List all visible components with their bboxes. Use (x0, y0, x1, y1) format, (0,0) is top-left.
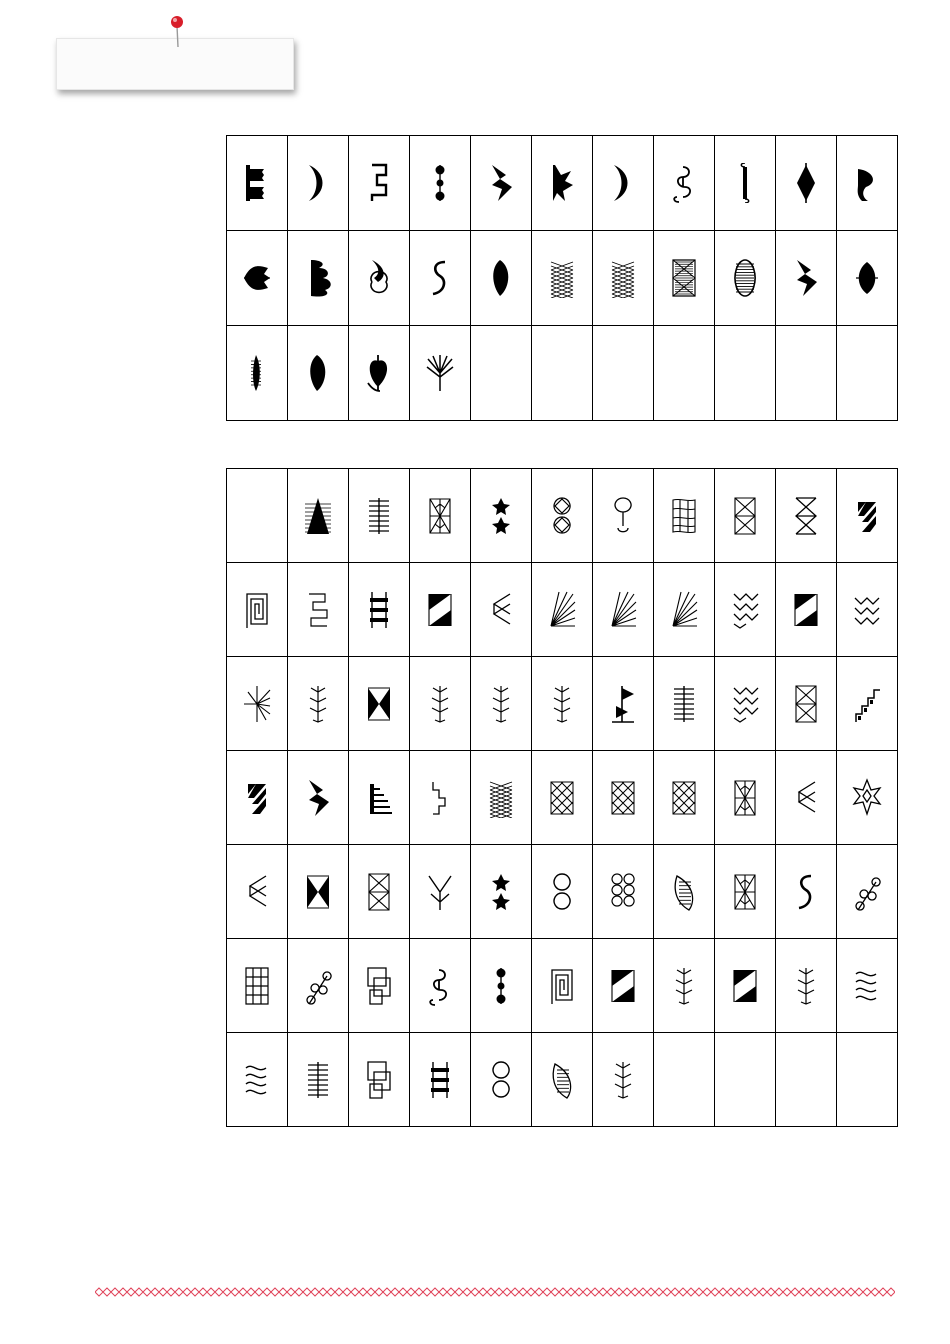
stitch-cell (410, 1033, 471, 1127)
stitch-spiral-square-icon (242, 590, 272, 630)
stitch-table-1 (226, 135, 898, 421)
stitch-cell (471, 939, 532, 1033)
stitch-cell (288, 1033, 349, 1127)
stitch-cell (532, 136, 593, 231)
stitch-snowflake-grid-icon (425, 496, 455, 536)
stitch-table-2-row (227, 657, 898, 751)
stitch-ladder-icon (669, 684, 699, 724)
stitch-arrow-branch-icon (303, 684, 333, 724)
stitch-cell (776, 657, 837, 751)
stitch-cell (349, 136, 410, 231)
stitch-cell (227, 657, 288, 751)
empty-cell (715, 1033, 776, 1127)
stitch-step-bars-icon (364, 778, 394, 818)
stitch-cell (349, 563, 410, 657)
stitch-triangle-box-icon (791, 684, 821, 724)
stitch-cell (227, 231, 288, 326)
stitch-table-2-row (227, 1033, 898, 1127)
stitch-star-pair-icon (486, 872, 516, 912)
stitch-cell (715, 136, 776, 231)
stitch-zigzag-outline-icon (730, 590, 760, 630)
stitch-cell (715, 231, 776, 326)
stitch-snowflake-grid-icon (730, 872, 760, 912)
stitch-cell (410, 469, 471, 563)
stitch-leaf-thin-icon (242, 353, 272, 393)
stitch-palm-fan-icon (425, 353, 455, 393)
stitch-cell (776, 136, 837, 231)
stitch-square-grid-icon (242, 966, 272, 1006)
stitch-lens-lines-icon (852, 258, 882, 298)
stitch-slash-chain-icon (242, 778, 272, 818)
stitch-flower-branch-icon (852, 872, 882, 912)
stitch-fan-rays-icon (547, 590, 577, 630)
stitch-lattice-icon (608, 778, 638, 818)
stitch-zigzag-outline-icon (730, 684, 760, 724)
stitch-loop-knot-icon (364, 258, 394, 298)
stitch-oval-lines-icon (730, 258, 760, 298)
stitch-cell (593, 845, 654, 939)
stitch-s-curve-icon (425, 258, 455, 298)
stitch-cell (776, 751, 837, 845)
stitch-triangle-stack-icon (425, 590, 455, 630)
stitch-wave-lines-icon (242, 1060, 272, 1100)
stitch-triangle-stack-icon (608, 966, 638, 1006)
stitch-triangle-box-icon (730, 496, 760, 536)
stitch-leaf-hatch-icon (669, 872, 699, 912)
stitch-cell (349, 751, 410, 845)
stitch-cell (837, 469, 898, 563)
stitch-cell (837, 751, 898, 845)
stitch-cell (654, 751, 715, 845)
stitch-cell (715, 657, 776, 751)
stitch-cell (654, 231, 715, 326)
stitch-cell (410, 939, 471, 1033)
stitch-diamond-hatch-icon (669, 258, 699, 298)
empty-cell (776, 1033, 837, 1127)
stitch-cell (288, 563, 349, 657)
stitch-cell (227, 939, 288, 1033)
stitch-ladder-icon (364, 496, 394, 536)
stitch-tree-fill-icon (303, 496, 333, 536)
stitch-cell (532, 1033, 593, 1127)
stitch-chevron-lines-icon (486, 778, 516, 818)
stitch-crescent-arc-icon (608, 163, 638, 203)
stitch-cell (288, 469, 349, 563)
stitch-cell (593, 231, 654, 326)
stitch-cell (227, 751, 288, 845)
stitch-x-chain-icon (791, 496, 821, 536)
stitch-cell (837, 939, 898, 1033)
stitch-cell (532, 563, 593, 657)
stitch-circle-diamond-icon (547, 496, 577, 536)
stitch-arrow-branch-icon (669, 966, 699, 1006)
stitch-cell (410, 136, 471, 231)
stitch-cell (593, 751, 654, 845)
stitch-triangle-stack-icon (730, 966, 760, 1006)
stitch-cell (349, 845, 410, 939)
empty-cell (471, 326, 532, 421)
stitch-cell (288, 845, 349, 939)
stitch-greek-key-icon (303, 590, 333, 630)
stitch-flag-block-icon (608, 684, 638, 724)
stitch-cell (715, 469, 776, 563)
stitch-leaf-fill-icon (486, 258, 516, 298)
stitch-lattice-icon (547, 778, 577, 818)
stitch-fan-rays-icon (669, 590, 699, 630)
stitch-bowtie-icon (303, 872, 333, 912)
stitch-cell (349, 469, 410, 563)
stitch-cell (593, 657, 654, 751)
stitch-leaf-hatch-icon (547, 1060, 577, 1100)
stitch-cell (288, 136, 349, 231)
stitch-arrow-branch-icon (486, 684, 516, 724)
stitch-chevron-lines-icon (608, 258, 638, 298)
stitch-cell (715, 751, 776, 845)
empty-cell (654, 1033, 715, 1127)
stitch-cell (715, 845, 776, 939)
stitch-cell (654, 469, 715, 563)
stitch-cell (776, 939, 837, 1033)
stitch-cell (471, 469, 532, 563)
stitch-circle-pair-icon (547, 872, 577, 912)
stitch-cell (837, 563, 898, 657)
stitch-arrow-branch-icon (791, 966, 821, 1006)
stitch-dot-chain-icon (486, 966, 516, 1006)
stitch-scroll-curl-icon (669, 163, 699, 203)
stitch-wave-grid-icon (669, 496, 699, 536)
stitch-cell (654, 657, 715, 751)
stitch-cell (532, 751, 593, 845)
stitch-cell (471, 1033, 532, 1127)
stitch-cell (776, 563, 837, 657)
stitch-cell (593, 469, 654, 563)
stitch-cell (227, 845, 288, 939)
stitch-stair-step-icon (852, 684, 882, 724)
stitch-chevron-outline-icon (242, 872, 272, 912)
stitch-leaf-fill-icon (303, 353, 333, 393)
stitch-wave-lines-icon (852, 966, 882, 1006)
stitch-cell (654, 939, 715, 1033)
stitch-cell (349, 231, 410, 326)
stitch-ladder-block-icon (364, 590, 394, 630)
stitch-arrow-branch-icon (425, 684, 455, 724)
stitch-cell (593, 563, 654, 657)
stitch-cell (532, 657, 593, 751)
stitch-cell (227, 469, 288, 563)
stitch-triangle-box-icon (364, 872, 394, 912)
empty-cell (776, 326, 837, 421)
stitch-table-1-row (227, 231, 898, 326)
stitch-chevron-outline-icon (791, 778, 821, 818)
stitch-cell (837, 136, 898, 231)
stitch-cell (715, 563, 776, 657)
stitch-cell (593, 136, 654, 231)
stitch-cell (532, 469, 593, 563)
stitch-y-branch-icon (425, 872, 455, 912)
stitch-table-2-row (227, 469, 898, 563)
stitch-cell (227, 1033, 288, 1127)
stitch-cell (288, 939, 349, 1033)
stitch-arrow-branch-icon (608, 1060, 638, 1100)
stitch-arrow-branch-icon (547, 684, 577, 724)
stitch-spiral-square-icon (547, 966, 577, 1006)
stitch-cell (288, 231, 349, 326)
stitch-diamond-fill-icon (791, 163, 821, 203)
stitch-cell (349, 1033, 410, 1127)
stitch-cell (349, 939, 410, 1033)
stitch-cell (288, 326, 349, 421)
stitch-cell (654, 136, 715, 231)
stitch-cell (471, 751, 532, 845)
stitch-cell (288, 751, 349, 845)
stitch-cell (227, 136, 288, 231)
stitch-step-outline-icon (425, 778, 455, 818)
stitch-cell (837, 657, 898, 751)
footer-stitch-border (95, 1285, 895, 1299)
stitch-comb-flag-icon (242, 163, 272, 203)
stitch-cell (349, 326, 410, 421)
stitch-cell (227, 326, 288, 421)
stitch-wave-zigzag-icon (852, 590, 882, 630)
stitch-cell (593, 1033, 654, 1127)
empty-cell (837, 326, 898, 421)
stitch-cell (410, 563, 471, 657)
stitch-circle-pair-icon (486, 1060, 516, 1100)
stitch-cell (532, 939, 593, 1033)
stitch-cell (471, 845, 532, 939)
stitch-s-curve-icon (791, 872, 821, 912)
stitch-table-1-row (227, 136, 898, 231)
stitch-lattice-icon (669, 778, 699, 818)
stitch-scroll-curl-icon (425, 966, 455, 1006)
stitch-cell (410, 845, 471, 939)
stitch-slash-chain-icon (852, 496, 882, 536)
stitch-circle-grid-icon (608, 872, 638, 912)
stitch-nested-squares-icon (364, 966, 394, 1006)
stitch-nested-squares-icon (364, 1060, 394, 1100)
stitch-zigzag-block-icon (486, 163, 516, 203)
stitch-cell (532, 231, 593, 326)
stitch-chevron-lines-icon (547, 258, 577, 298)
stitch-table-2 (226, 468, 898, 1127)
stitch-ladder-block-icon (425, 1060, 455, 1100)
stitch-zigzag-block-icon (303, 778, 333, 818)
stitch-cell (654, 845, 715, 939)
stitch-zigzag-block-icon (791, 258, 821, 298)
stitch-cell (410, 231, 471, 326)
stitch-chevron-outline-icon (486, 590, 516, 630)
stitch-dot-chain-icon (425, 163, 455, 203)
stitch-star-burst-icon (547, 163, 577, 203)
stitch-heart-leaf-icon (364, 353, 394, 393)
empty-cell (715, 326, 776, 421)
pushpin-icon (166, 14, 190, 48)
stitch-cell (654, 563, 715, 657)
stitch-scroll-bar-icon (730, 163, 760, 203)
stitch-scallop-stack-icon (303, 258, 333, 298)
stitch-flower-branch-icon (303, 966, 333, 1006)
stitch-cell (349, 657, 410, 751)
stitch-cell (776, 469, 837, 563)
stitch-ray-burst-icon (242, 684, 272, 724)
stitch-star-flower-icon (852, 778, 882, 818)
stitch-cell (715, 939, 776, 1033)
stitch-cell (410, 326, 471, 421)
stitch-table-1-row (227, 326, 898, 421)
stitch-cell (776, 845, 837, 939)
stitch-cell (471, 657, 532, 751)
stitch-table-2-row (227, 751, 898, 845)
stitch-cell (471, 231, 532, 326)
stitch-ladder-icon (303, 1060, 333, 1100)
stitch-cell (471, 563, 532, 657)
stitch-cell (410, 657, 471, 751)
empty-cell (654, 326, 715, 421)
stitch-cell (593, 939, 654, 1033)
stitch-snowflake-grid-icon (730, 778, 760, 818)
stitch-half-moon-icon (852, 163, 882, 203)
stitch-greek-step-icon (364, 163, 394, 203)
stitch-cell (837, 845, 898, 939)
stitch-cell (837, 231, 898, 326)
stitch-bowtie-icon (364, 684, 394, 724)
stitch-triangle-stack-icon (791, 590, 821, 630)
empty-cell (593, 326, 654, 421)
stitch-fan-fill-icon (242, 258, 272, 298)
empty-cell (837, 1033, 898, 1127)
stitch-star-pair-icon (486, 496, 516, 536)
stitch-table-2-row (227, 845, 898, 939)
stitch-cell (227, 563, 288, 657)
stitch-cell (410, 751, 471, 845)
stitch-ring-drop-icon (608, 496, 638, 536)
stitch-cell (532, 845, 593, 939)
empty-cell (532, 326, 593, 421)
stitch-cell (288, 657, 349, 751)
stitch-cell (776, 231, 837, 326)
stitch-table-2-row (227, 563, 898, 657)
stitch-crescent-arc-icon (303, 163, 333, 203)
stitch-fan-rays-icon (608, 590, 638, 630)
stitch-cell (471, 136, 532, 231)
stitch-table-2-row (227, 939, 898, 1033)
